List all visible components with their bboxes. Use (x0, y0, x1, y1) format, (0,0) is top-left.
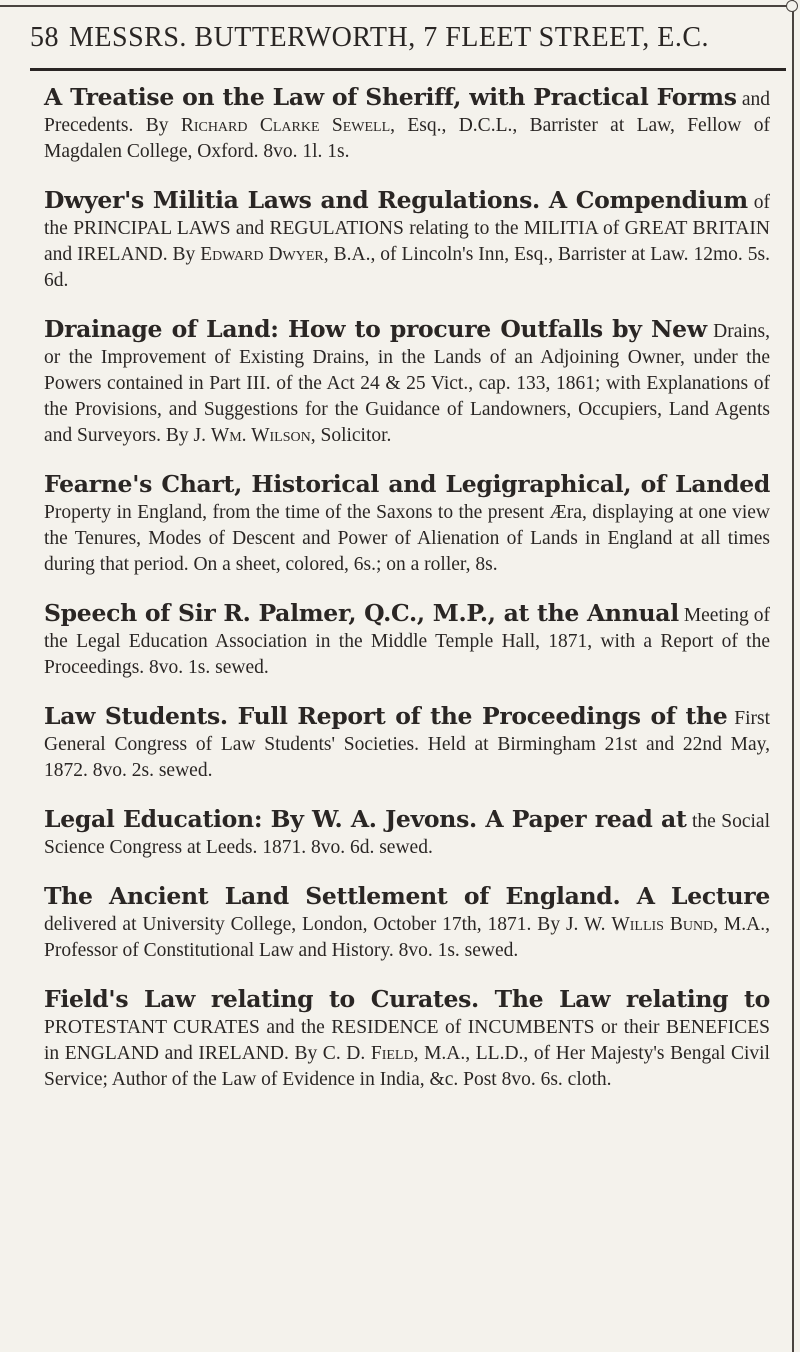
catalogue-entry (44, 316, 770, 449)
right-page-edge (792, 0, 794, 1352)
entry-title: The Ancient Land Settlement of England. A Lecture (44, 882, 770, 910)
top-border-rule (0, 5, 792, 7)
entry-description: Meeting of the Legal Education Association in the Middle Temple Hall, 1871, with a Report of the Proceedings. 8vo. 1s. sewed. (44, 605, 771, 678)
entry-description-end: , M.A., Professor of Constitutional Law and History. 8vo. 1s. sewed. (44, 914, 770, 961)
entry-description-end: , Esq., D.C.L., Barrister at Law, Fellow of Magdalen College, Oxford. 8vo. 1l. 1s. (44, 115, 770, 162)
page-number: 58 (30, 22, 59, 53)
entry-description: PROTESTANT CURATES and the RESIDENCE of INCUMBENTS or their BENEFICES in ENGLAND and IRELAND. By C. D. (44, 1017, 770, 1064)
header-rule (30, 68, 786, 71)
entry-description: First General Congress of Law Students' Societies. Held at Birmingham 21st and 22nd May, 1872. 8vo. 2s. sewed. (44, 708, 770, 781)
catalogue-entry (44, 883, 770, 964)
entry-description: delivered at University College, London, October 17th, 1871. By J. W. (44, 914, 612, 935)
entry-title: Law Students. Full Report of the Proceedings of the (44, 702, 728, 730)
entry-author: Wm. Wilson (210, 425, 311, 446)
entry-description-end: , B.A., of Lincoln's Inn, Esq., Barrister at Law. 12mo. 5s. 6d. (44, 244, 770, 291)
entry-author: Field (370, 1043, 414, 1064)
entry-description: Property in England, from the time of the Saxons to the present Æra, displaying at one view the Tenures, Modes of Descent and Power of Alienation of Lands in England at all times during that period. On a sheet, colored, 6s.; on a roller, 8s. (44, 502, 770, 575)
catalogue-entry (44, 471, 770, 578)
entry-author: Willis Bund (611, 914, 714, 935)
entry-title: Field's Law relating to Curates. The Law relating to (44, 985, 770, 1013)
entry-title: Legal Education: By W. A. Jevons. A Paper read at (44, 805, 687, 833)
entry-description-end: , Solicitor. (310, 425, 392, 446)
entry-description: and Precedents. By (44, 89, 770, 136)
catalogue-entry (44, 703, 770, 784)
catalogue-entries (44, 84, 770, 1115)
entry-title: Dwyer's Militia Laws and Regulations. A Compendium (44, 186, 748, 214)
entry-title: Drainage of Land: How to procure Outfalls by New (44, 315, 707, 343)
entry-title: Fearne's Chart, Historical and Legigraphical, of Landed (44, 470, 770, 498)
entry-author: Edward Dwyer (200, 244, 324, 265)
entry-description: Drains, or the Improvement of Existing Drains, in the Lands of an Adjoining Owner, under the Powers contained in Part III. of the Act 24 & 25 Vict., cap. 133, 1861; with Explanations of the Provisions, and Suggestions for the Guidance of Landowners, Occupiers, Land Agents and Surveyors. By J. (44, 321, 770, 446)
running-head (30, 22, 770, 54)
entry-title: Speech of Sir R. Palmer, Q.C., M.P., at the Annual (44, 599, 679, 627)
catalogue-entry (44, 806, 770, 861)
entry-description: of the PRINCIPAL LAWS and REGULATIONS relating to the MILITIA of GREAT BRITAIN and IRELAND. By (44, 192, 770, 265)
catalogue-entry (44, 600, 770, 681)
catalogue-entry (44, 187, 770, 294)
entry-description: the Social Science Congress at Leeds. 1871. 8vo. 6d. sewed. (44, 811, 770, 858)
publisher-line: MESSRS. BUTTERWORTH, 7 FLEET STREET, E.C. (69, 22, 710, 53)
entry-author: Richard Clarke Sewell (180, 115, 391, 136)
corner-mark (786, 0, 798, 12)
entry-title: A Treatise on the Law of Sheriff, with Practical Forms (44, 83, 737, 111)
entry-description-end: , M.A., LL.D., of Her Majesty's Bengal Civil Service; Author of the Law of Evidence in India, &c. Post 8vo. 6s. cloth. (44, 1043, 770, 1090)
catalogue-entry (44, 84, 770, 165)
catalogue-entry (44, 986, 770, 1093)
